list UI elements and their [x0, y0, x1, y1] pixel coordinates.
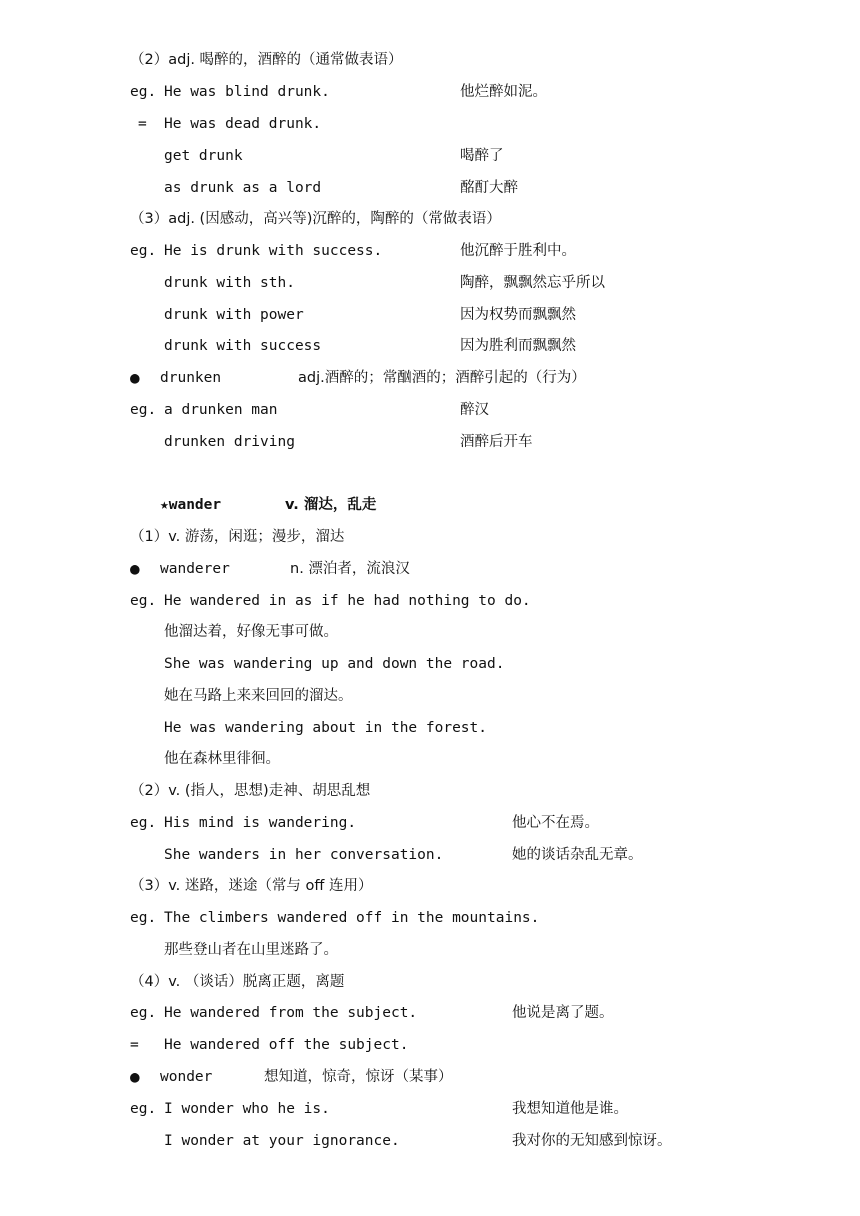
sense-heading: （3）v. 迷路，迷途（常与 off 连用） [130, 878, 373, 894]
sense-line [0, 779, 860, 803]
example-label: eg. [130, 84, 157, 100]
phrase-line [0, 430, 860, 454]
bullet-definition: n. 漂泊者，流浪汉 [290, 561, 410, 577]
bullet-line [0, 1065, 860, 1089]
example-line [0, 716, 860, 740]
bullet-word: wanderer [160, 561, 230, 577]
example-line [0, 1001, 860, 1025]
phrase-english: drunken driving [164, 434, 295, 450]
headword: ★wander [160, 497, 222, 513]
phrase-english: as drunk as a lord [164, 180, 322, 196]
sense-line [0, 48, 860, 72]
sense-line [0, 525, 860, 549]
phrase-chinese: 因为权势而飘飘然 [460, 307, 576, 323]
phrase-english: drunk with sth. [164, 275, 295, 291]
phrase-chinese: 酒醉后开车 [460, 434, 533, 450]
example-label: eg. [130, 402, 157, 418]
translation-line [0, 684, 860, 708]
phrase-line [0, 271, 860, 295]
example-label: eg. [130, 1101, 157, 1117]
phrase-english: drunk with success [164, 338, 322, 354]
sense-heading: （2）v. (指人，思想)走神、胡思乱想 [130, 783, 371, 799]
example-english: His mind is wandering. [164, 815, 357, 831]
bullet-word: drunken [160, 370, 222, 386]
bullet-definition: adj.酒醉的；常酗酒的；酒醉引起的（行为） [298, 370, 586, 386]
sense-heading: （1）v. 游荡，闲逛；漫步，溜达 [130, 529, 345, 545]
headword-line [0, 493, 860, 517]
example-english: He is drunk with success. [164, 243, 383, 259]
example-line [0, 239, 860, 263]
example-chinese: 我对你的无知感到惊讶。 [512, 1133, 672, 1149]
sense-heading: （2）adj. 喝醉的，酒醉的（通常做表语） [130, 52, 403, 68]
example-chinese: 他烂醉如泥。 [460, 84, 547, 100]
example-chinese: 他在森林里徘徊。 [164, 751, 280, 767]
example-english: He wandered from the subject. [164, 1005, 418, 1021]
bullet-definition: 想知道，惊奇，惊讶（某事） [264, 1069, 453, 1085]
phrase-line [0, 303, 860, 327]
sense-line [0, 207, 860, 231]
example-line [0, 1097, 860, 1121]
translation-line [0, 938, 860, 962]
example-label: eg. [130, 593, 157, 609]
bullet-line [0, 557, 860, 581]
example-english: He was dead drunk. [164, 116, 322, 132]
sense-heading: （4）v. （谈话）脱离正题，离题 [130, 974, 345, 990]
example-english: I wonder who he is. [164, 1101, 330, 1117]
sense-line [0, 970, 860, 994]
equivalent-line [0, 112, 860, 136]
example-english: a drunken man [164, 402, 278, 418]
equals-label: = [138, 116, 147, 132]
example-label: eg. [130, 910, 157, 926]
equals-label: = [130, 1037, 139, 1053]
example-english: He wandered in as if he had nothing to do. [164, 593, 531, 609]
example-english: He was blind drunk. [164, 84, 330, 100]
example-chinese: 我想知道他是谁。 [512, 1101, 628, 1117]
phrase-line [0, 176, 860, 200]
phrase-chinese: 因为胜利而飘飘然 [460, 338, 576, 354]
bullet-icon: ● [130, 1067, 140, 1086]
phrase-line [0, 334, 860, 358]
equivalent-line [0, 1033, 860, 1057]
example-chinese: 她在马路上来来回回的溜达。 [164, 688, 353, 704]
bullet-icon: ● [130, 559, 140, 578]
example-chinese: 醉汉 [460, 402, 489, 418]
example-chinese: 他溜达着，好像无事可做。 [164, 624, 338, 640]
example-line [0, 652, 860, 676]
example-chinese: 他心不在焉。 [512, 815, 599, 831]
example-line [0, 589, 860, 613]
example-english: She was wandering up and down the road. [164, 656, 505, 672]
bullet-word: wonder [160, 1069, 213, 1085]
sense-heading: （3）adj. (因感动，高兴等)沉醉的，陶醉的（常做表语） [130, 211, 501, 227]
example-line [0, 843, 860, 867]
example-english: I wonder at your ignorance. [164, 1133, 400, 1149]
example-line [0, 1129, 860, 1153]
example-english: She wanders in her conversation. [164, 847, 444, 863]
example-chinese: 那些登山者在山里迷路了。 [164, 942, 338, 958]
headword-definition: v. 溜达，乱走 [285, 497, 377, 513]
example-chinese: 他说是离了题。 [512, 1005, 614, 1021]
example-line [0, 906, 860, 930]
phrase-chinese: 陶醉，飘飘然忘乎所以 [460, 275, 605, 291]
example-line [0, 811, 860, 835]
bullet-line [0, 366, 860, 390]
example-english: The climbers wandered off in the mountains. [164, 910, 540, 926]
example-english: He wandered off the subject. [164, 1037, 409, 1053]
example-english: He was wandering about in the forest. [164, 720, 488, 736]
phrase-chinese: 喝醉了 [460, 148, 504, 164]
translation-line [0, 620, 860, 644]
example-label: eg. [130, 1005, 157, 1021]
sense-line [0, 874, 860, 898]
example-label: eg. [130, 243, 157, 259]
example-label: eg. [130, 815, 157, 831]
example-line [0, 80, 860, 104]
translation-line [0, 747, 860, 771]
bullet-icon: ● [130, 368, 140, 387]
phrase-chinese: 酩酊大醉 [460, 180, 518, 196]
example-line [0, 398, 860, 422]
phrase-english: get drunk [164, 148, 243, 164]
phrase-line [0, 144, 860, 168]
example-chinese: 她的谈话杂乱无章。 [512, 847, 643, 863]
example-chinese: 他沉醉于胜利中。 [460, 243, 576, 259]
phrase-english: drunk with power [164, 307, 304, 323]
